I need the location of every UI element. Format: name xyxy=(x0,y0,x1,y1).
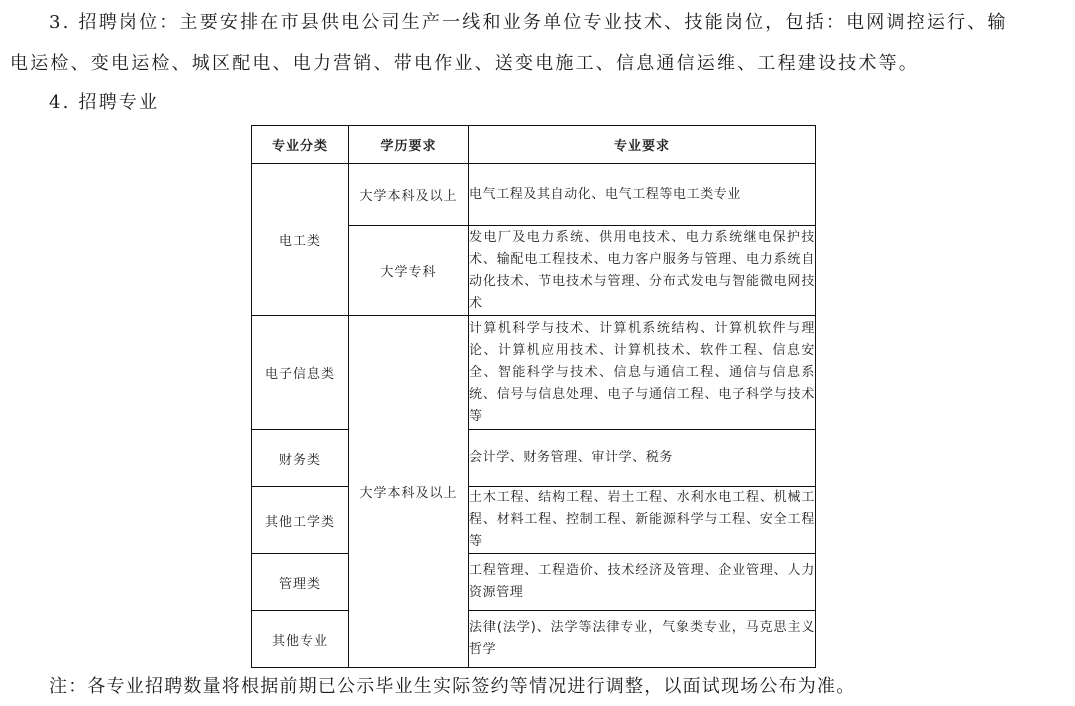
table-header-row xyxy=(252,126,816,164)
header-education: 学历要求 xyxy=(349,126,469,164)
category-cell: 电工类 xyxy=(252,164,349,316)
education-cell: 大学本科及以上 xyxy=(349,164,469,226)
section-heading-recruitment-majors: 4. 招聘专业 xyxy=(49,92,160,113)
table-row xyxy=(252,164,816,226)
majors-cell: 发电厂及电力系统、供用电技术、电力系统继电保护技术、输配电工程技术、电力客户服务与管理、电力系统自动化技术、节电技术与管理、分布式发电与智能微电网技术 xyxy=(469,226,816,316)
paragraph-recruitment-positions-line1: 3. 招聘岗位：主要安排在市县供电公司生产一线和业务单位专业技术、技能岗位，包括：电网调控运行、输 xyxy=(49,12,1008,33)
table-row xyxy=(252,430,816,487)
header-category: 专业分类 xyxy=(252,126,349,164)
category-cell: 其他专业 xyxy=(252,611,349,668)
category-cell: 管理类 xyxy=(252,554,349,611)
education-cell: 大学专科 xyxy=(349,226,469,316)
category-cell: 电子信息类 xyxy=(252,316,349,430)
majors-cell: 工程管理、工程造价、技术经济及管理、企业管理、人力资源管理 xyxy=(469,554,816,611)
category-cell: 财务类 xyxy=(252,430,349,487)
majors-cell: 电气工程及其自动化、电气工程等电工类专业 xyxy=(469,164,816,226)
table-row xyxy=(252,487,816,554)
table-row xyxy=(252,554,816,611)
majors-cell: 法律(法学)、法学等法律专业，气象类专业，马克思主义哲学 xyxy=(469,611,816,668)
majors-cell: 计算机科学与技术、计算机系统结构、计算机软件与理论、计算机应用技术、计算机技术、软件工程、信息安全、智能科学与技术、信息与通信工程、通信与信息系统、信号与信息处理、电子与通信工程、电子科学与技术等 xyxy=(469,316,816,430)
header-majors: 专业要求 xyxy=(469,126,816,164)
category-cell: 其他工学类 xyxy=(252,487,349,554)
majors-cell: 会计学、财务管理、审计学、税务 xyxy=(469,430,816,487)
majors-table xyxy=(251,125,816,668)
footnote: 注：各专业招聘数量将根据前期已公示毕业生实际签约等情况进行调整，以面试现场公布为准。 xyxy=(49,676,856,697)
education-cell-merged: 大学本科及以上 xyxy=(349,316,469,668)
majors-cell: 土木工程、结构工程、岩土工程、水利水电工程、机械工程、材料工程、控制工程、新能源科学与工程、安全工程等 xyxy=(469,487,816,554)
table-row xyxy=(252,316,816,430)
paragraph-recruitment-positions-line2: 电运检、变电运检、城区配电、电力营销、带电作业、送变电施工、信息通信运维、工程建设技术等。 xyxy=(10,53,919,74)
table-row xyxy=(252,611,816,668)
